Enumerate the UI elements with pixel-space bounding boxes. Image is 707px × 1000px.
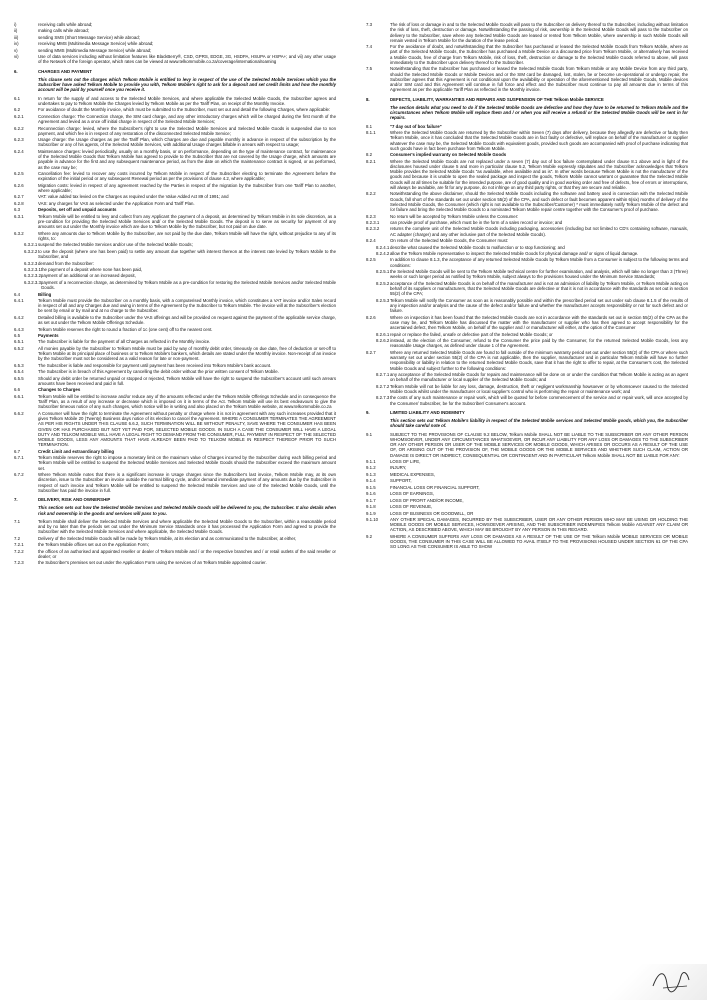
clause-number: 6.5.4 — [14, 369, 24, 375]
clause — [366, 485, 688, 490]
clause-text: payment of a reconnection charge, as determined by Telkom Mobile as a pre-condition for restoring the Selected Mobile Services and/or Selected Mobile Goods. — [40, 279, 336, 291]
clause-number: 6.5.1 — [14, 339, 24, 345]
clause-number: 8.2.5.2 — [376, 280, 390, 286]
clause-text: DEFECTS, LIABILITY, WARRANTIES AND REPAIRS AND SUSPENSION OF THE Telkom Mobile SERVICE — [390, 96, 604, 102]
clause-text: The Subscriber is in breach of this Agreement by cancelling the debit order without the prior written consent of Telkom Mobile. — [38, 369, 279, 375]
clause — [366, 465, 688, 470]
clause-number — [366, 105, 390, 121]
clause-number: 6.2.6 — [14, 182, 24, 188]
clause-text: Reconnection charge: levied, where the Subscriber's right to use the Selected Mobile Services and Selected Mobile Goods is suspended due to non payment, and which fee is in respect of any restoration of the disconnected Selected Mobile Service; — [38, 125, 336, 136]
clause-text: can provide proof of purchase, which must be in the form of a sales record or invoice; and — [390, 220, 563, 225]
clause-number: 6.2 — [14, 107, 21, 113]
clause — [14, 54, 336, 65]
clause — [366, 281, 688, 297]
clause-number: 9.1.3 — [366, 471, 376, 477]
clause-text: LOSS OF EARNINGS, — [390, 491, 434, 497]
clause-number: 7.2 — [14, 535, 21, 541]
clause-number: 8.2 — [366, 152, 373, 158]
clause-text: to use the deposit (where one has been paid) to settle any amount due together with interest thereon at the interest rate levied by Telkom Mobile to the Subscriber, and — [38, 248, 336, 260]
clause-number: 6.3.2 — [14, 230, 24, 236]
clause-text: In return for the supply of and access to the Selected Mobile Services, and where applicable the Selected Mobile Goods, the Subscriber agrees and undertakes to pay to Telkom Mobile the Charges levied by Telkom Mobile as per the Tariff Plan, on receipt of the Monthly Invoice. — [38, 95, 336, 106]
clause — [14, 171, 336, 182]
clause-text: receiving MMS (Multimedia Message Service) while abroad; — [38, 41, 154, 47]
clause-number: 6.3.2.1 — [24, 242, 38, 248]
clause-text: repair or replace the failed, unsafe or defective part of the Selected Mobile Goods; or — [390, 331, 553, 337]
clause-text: the offices of an authorised and appointed reseller or dealer of Telkom Mobile and / or the respective branches and / or retail outlets of the said reseller or dealer; or — [38, 548, 336, 559]
clause-number: 6.7.2 — [14, 472, 24, 478]
clause-number: 9.1.2 — [366, 465, 376, 471]
clause-number: ii) — [14, 28, 18, 34]
clause — [14, 114, 336, 125]
clause-number: 9. — [366, 409, 370, 415]
clause — [366, 124, 688, 129]
clause-text: Where on inspection it has been found that the Selected Mobile Goods are not in accordance with the standards set out in section 55(2) of the CPA as the case may be, and Telkom Mobile has discussed the matter with the manufacturer or supplier who has then agreed to accept responsibility for the ascertained defect, then Telkom Mobile, on behalf of the supplier and / or manufacturer will either, at the option of the Consumer — [390, 314, 688, 331]
clause — [366, 220, 688, 225]
clause-number: 6.3.2.3.3 — [24, 279, 41, 285]
clause — [14, 261, 336, 266]
clause-number: 7.2.3 — [14, 560, 24, 566]
clause-number: 9.1.4 — [366, 478, 376, 484]
clause-number: 6.3.1 — [14, 213, 24, 219]
clause — [14, 519, 336, 535]
clause-text: Telkom Mobile will be entitled to levy and collect from any Applicant the payment of a deposit, as determined by Telkom Mobile in its sole discretion, as a pre-condition for providing the Selected Mobile Services and/ or the Selected Mobile Goods. The deposit is to serve as security for payment of any amounts set out under the Monthly invoice which are due to Telkom Mobile by the Subscriber, but not paid on due date. — [38, 213, 336, 230]
clause-number: 6.6.2 — [14, 410, 24, 416]
clause — [366, 245, 688, 250]
clause — [366, 44, 688, 65]
clause-number: 6.6.1 — [14, 393, 24, 399]
clause-text: For the avoidance of doubt, and notwithstanding that the Subscriber has purchased or leased the Selected Mobile Goods from Telkom Mobile, where as part of the Selected Mobile Goods, the Subscriber has purchased a Mobile Device at a discounted price from Telkom Mobile, or alternatively has received a Mobile Goods, free of charge from Telkom Mobile, risk of loss, theft, destruction or damage to the Selected Mobile Goods referred to above, will pass immediately to the Subscriber upon delivery thereof to the Subscriber. — [390, 44, 688, 65]
clause-number: 7.2.1 — [14, 542, 24, 548]
clause — [14, 137, 336, 148]
clause-text: VAT: value added tax levied on the Charges as required under the Value Added Act 89 of 1991; and — [38, 194, 229, 200]
clause — [366, 459, 688, 464]
clause-text: No return will be accepted by Telkom Mobile unless the Consumer: — [390, 213, 519, 219]
clause-number: 9.1.10 — [366, 516, 379, 522]
clause-number: 6.5 — [14, 333, 21, 338]
clause — [14, 194, 336, 199]
clause-number: 8.2.5.1 — [376, 269, 390, 275]
clause-number: 8.2.4 — [366, 238, 376, 244]
clause-text: The section details what you need to do if the Selected Mobile Goods are defective and how they have to be returned to Telkom Mobile and the circumstances when Telkom Mobile will replace them and / or when you will receive a refund/ or the Selected Mobile Goods will be sent in for repairs. — [390, 104, 688, 121]
clause-number: v) — [14, 47, 18, 53]
section-heading — [366, 410, 688, 415]
clause-text: On return of the Selected Mobile Goods, the Consumer must: — [390, 238, 509, 244]
clause-text: Telkom Mobile reserves the right to impose a monetary limit on the maximum value of Charges incurred by the Subscriber during each billing period and Telkom Mobile will be entitled to suspend the Selected Mobile Services and Selected Mobile Goods should the Subscriber exceed the maximum amount set. — [38, 455, 336, 471]
clause-number: 8.2.6 — [366, 314, 376, 320]
clause-number: 8.1.1 — [366, 130, 376, 136]
clause-text: Telkom Mobile reserves the right to round a fraction of 1c (one cent) off to the nearest cent. — [38, 326, 213, 332]
clause — [366, 372, 688, 383]
clause-number: 6.5.3 — [14, 362, 24, 368]
clause — [366, 472, 688, 477]
section-heading — [14, 497, 336, 502]
clause-number: 7.2.2 — [14, 548, 24, 554]
clause-number: 8.2.3.2 — [366, 226, 380, 232]
clause-number: 6.4 — [14, 291, 21, 297]
clause-text: the Subscriber's premises set out under the Application Form using the services of an Telkom Mobile appointed courier. — [38, 560, 267, 566]
clause-number: 6.6 — [14, 387, 21, 393]
clause — [14, 560, 336, 565]
clause-number: 8.1 — [366, 123, 373, 129]
clause — [14, 22, 336, 27]
clause — [366, 395, 688, 406]
clause-number: 8.2.6.2 — [376, 338, 390, 344]
clause — [14, 339, 336, 344]
clause-text: Maintenance charges: levied periodically, usually on a monthly basis, or on performance, depending on the type of maintenance contract, for maintenance of the Selected Mobile Goods that Telkom Mobile has agreed to provide to the Subscriber that are not covered by the Usage charge, which amounts are payable in advance for the first and any subsequent maintenance period, as from the date on which the maintenance contract is signed, or as performed, as the case may be; — [38, 148, 336, 170]
clause-text: This clause sets out the charges which Telkom Mobile is entitled to levy in respect of the use of the Selected Mobile Services which you the Subscriber have asked Telkom Mobile to provide you with, Telkom Mobile's right to ask for a deposit and set credit limits and how the monthly account will be paid by yourself once you receive it. — [38, 76, 336, 93]
clause-text: Telkom Mobile shall deliver the Selected Mobile Services and where applicable the Selected Mobile Goods to the Subscriber, within a reasonable period and by no later than the periods set out under the Minimum Service Standards once it has processed the Application Form and agreed to provide the Subscriber with the Selected Mobile Services and where applicable, the Selected Mobile Goods. — [38, 518, 336, 535]
clause — [14, 542, 336, 547]
clause — [14, 292, 336, 297]
clause — [14, 333, 336, 338]
clause-number: 6.2.8 — [14, 200, 24, 206]
clause — [14, 107, 336, 112]
clause — [366, 191, 688, 212]
clause-number: 6.4.1 — [14, 297, 24, 303]
clause-number: 6.3.2.2 — [24, 248, 38, 254]
clause-text: instead, at the election of the Consumer, refund to the Consumer the price paid by the Consumer, for the returned Selected Mobile Goods, less any reasonable Usage charges, as defined under clause 1 of the Agreement. — [390, 338, 688, 349]
clause — [366, 298, 688, 314]
clause-number: 7.4 — [366, 44, 373, 50]
clause-text: Should any debit order be returned unpaid or stopped or rejected, Telkom Mobile will have the right to suspend the Subscriber's account until such arrears amounts have been received and paid in full. — [38, 375, 336, 386]
clause-number: 6.5.5 — [14, 375, 24, 381]
clause — [14, 394, 336, 410]
clause-number: 9.1.9 — [366, 510, 376, 516]
clause — [14, 376, 336, 387]
clause — [366, 269, 688, 280]
clause-number — [366, 418, 390, 429]
clause — [366, 491, 688, 496]
clause — [14, 28, 336, 33]
clause — [14, 96, 336, 107]
clause-number: 6.3.2.3.1 — [24, 266, 41, 272]
clause-text: Deposits, set off and unpaid accounts — [38, 207, 117, 213]
clause — [14, 472, 336, 493]
clause-text: The Subscriber is liable and responsible for payment until payment has been received into Telkom Mobile's bank account. — [38, 362, 272, 368]
clause-number: 8.2.5 — [366, 257, 376, 263]
clause-text: returns the complete unit of the Selected Mobile Goods including packaging, accessories (including but not limited to CD's containing software, manuals, AC adapter (charger) and any other inclusive part of the Selected Mobile Goods). — [390, 226, 688, 237]
clause-number: 9.1.8 — [366, 504, 376, 510]
clause-number: 6.3.2.3 — [24, 260, 38, 266]
clause — [366, 534, 688, 550]
clause-number: 6.4.2 — [14, 314, 24, 320]
clause — [14, 315, 336, 326]
clause — [366, 511, 688, 516]
clause — [366, 478, 688, 483]
section-intro — [366, 105, 688, 121]
clause-number: 6.4.3 — [14, 326, 24, 332]
clause — [14, 41, 336, 46]
clause-number — [14, 77, 38, 93]
clause-text: acceptance of the Selected Mobile Goods is on behalf of the manufacturer and is not an admission of liability by Telkom Mobile, or Telkom Mobile acting on behalf of its suppliers or manufacturers, that the Selected Mobile Goods are defective or that it is not in accordance with the standards as set out in section 55(2) of the CPA; — [390, 280, 688, 297]
clause-text: For avoidance of doubt the Monthly invoice, which must be submitted to the Subscriber, must set out and detail the following Charges, where applicable: — [38, 107, 331, 113]
clause-number: 6.5.2 — [14, 345, 24, 351]
clause-number: 8.2.7.2 — [376, 383, 390, 389]
clause-number: 6.2.1 — [14, 113, 24, 119]
clause-number: 7.3 — [366, 22, 373, 27]
clause-text: allow the Telkom Mobile representative to inspect the Selected Mobile Goods for physical damage and/ or signs of liquid damage. — [390, 251, 639, 256]
right-text-column — [366, 22, 688, 551]
clause — [366, 498, 688, 503]
clause-text: This section sets out Telkom Mobile's liability in respect of the Selected Mobile services and Selected Mobile goods, which you, the Subscriber should take careful note of. — [390, 418, 688, 429]
clause-text: the payment of a deposit where none has been paid, — [40, 266, 143, 272]
clause-number: iv) — [14, 41, 19, 47]
clause-text: SUPPORT, — [390, 478, 412, 484]
clause-text: any acceptance of the Selected Mobile Goods for repairs and maintenance will be done on or under the condition that Telkom Mobile is acting as an agent on behalf of the manufacturer or local supplier of the Selected Mobile Goods; and — [390, 371, 688, 383]
clause-text: All monies payable by the Subscriber to Telkom Mobile must be paid by way of monthly debit order, timeously on due date, free of deduction or set-off to Telkom Mobile at its principal place of business or to Telkom Mobile's bankers, which details are stated under the Monthly invoice. Non-receipt of an invoice by the Subscriber must not be considered as a valid reason for late or non-payment. — [38, 345, 336, 362]
clause — [14, 214, 336, 230]
section-intro — [14, 77, 336, 93]
clause — [14, 48, 336, 53]
clause-text: CHARGES AND PAYMENT — [38, 68, 92, 74]
clause-text: Where the Selected Mobile Goods are not replaced under a seven (7) day out of box failure contemplated under clause 8.1 above and in light of the disclosures housed under clause 5 and more in particular clause 5.2, Telkom Mobile expressly stipulates and the Subscriber acknowledges that Telkom Mobile provides the Selected Mobile Goods "as available, when available and as is". In other words because Telkom Mobile is not the manufacturer of the goods and because it is unable to open the sealed package and inspect the goods, Telkom Mobile cannot warrant or guarantee that the Selected Mobile Goods will at all times be suitable for the intended purpose, are of good quality and in good working order and free of defects, free of errors or interruptions, will always be available, are fit for any purpose, do not infringe on any third party rights, or that they are secure and reliable. — [390, 158, 688, 190]
clause-text: ANY OTHER SPECIAL DAMAGES, INCURRED BY THE SUBSCRIBER, USER OR ANY OTHER PERSON WHO MAY BE USING OR HOLDING THE MOBILE GOODS OR MOBILE SERVICES, HOWSOEVER ARISING, AND THE SUBSCRIBER INDEMNIFIES Telkom Mobile AGAINST ANY CLAIM OR ACTION, AS DESCRIBED ABOVE, WHICH MAY BE BROUGHT BY ANY PERSON IN THIS REGARD. — [390, 516, 688, 533]
clause-text: A Consumer will have the right to terminate the Agreement without penalty or charge where it is not in agreement with any such increases provided that it gives Telkom Mobile 20 (Twenty) Business days notice of its election to cancel the Agreement. WHERE A CONSUMER TERMINATES THE AGREEMENT AS PER HIS RIGHTS UNDER THIS CLAUSE 6.6.2, SUCH TERMINATION WILL BE WITHOUT PENALTY, SAVE WHERE THE CONSUMER HAS BEEN GIVEN OR HAS PURCHASED BUT NOT YET PAID FOR, SELECTED MOBILE GOODS. IN SUCH A CASE THE CONSUMER WILL HAVE A LEGAL DUTY AND TELKOM MOBILE WILL HAVE A LEGAL RIGHT TO DEMAND FROM THE CONSUMER, FULL PAYMENT IN RESPECT OF THE SELECTED MOBILE GOODS, LESS ANY AMOUNTS THAT HAVE ALREADY BEEN PAID TO TELKOM MOBILE IN RESPECT THEREOF PRIOR TO SUCH TERMINATION. — [38, 410, 336, 448]
clause-text: LOSS OF BUSINESS OR GOODWILL, OR — [390, 510, 474, 516]
clause-text: Migration costs: levied in respect of any agreement reached by the Parties in respect of the migration by the Subscriber from one Tariff Plan to another, where applicable; — [38, 182, 336, 193]
clause — [14, 242, 336, 247]
clause — [14, 249, 336, 260]
clause-number: 8.2.3 — [366, 213, 376, 219]
clause-text: Notwithstanding the above disclaimer, should the Selected Mobile Goods including the software and battery used in connection with the Selected Mobile Goods, fall short of the standards set out under section 55(2) of the CPA, and such defect or fault becomes apparent within 6(six) months of delivery of the Selected Mobile Goods, the Consumer (which right is not available to the Subscriber/Customer) * must immediately notify Telkom Mobile of the defect and /or failure and bring the Selected Mobile Goods to a nominated Telkom Mobile repair centre together with the Consumer's proof of purchase. — [390, 191, 688, 213]
clause-number: 8.2.3.1 — [366, 220, 380, 225]
clause-number: 8.2.4.1 — [376, 244, 390, 250]
clause-text: Telkom Mobile will not be liable for any loss, damage, destruction, theft or negligent workmanship howsoever or by whomsoever caused to the Selected Mobile Goods whilst under the manufacturer or local supplier's control who is performing the repair or maintenance work; and — [390, 383, 688, 394]
clause-number: iii) — [14, 34, 19, 40]
clause — [366, 504, 688, 509]
clause — [366, 517, 688, 533]
clause-text: Usage charge: the Usage charges as per the Tariff Plan, which Charges are due and payable monthly in advance in respect of the subscription by the Subscriber or any of his agents, of the Selected Mobile Services, with additional Usage charges billable in arrears with respect to usage; — [38, 137, 336, 148]
clause-number: 6. — [14, 68, 18, 74]
clause-text: INJURY, — [390, 465, 407, 471]
clause-text: LOSS OF REVENUE, — [390, 504, 433, 510]
clause — [366, 338, 688, 349]
clause-number: 6.2.4 — [14, 148, 24, 154]
clause-text: Detailed billing is available to the Subscriber under the VAS offerings and will be provided on request against the payment of the applicable service charge, as set out under the Telkom Mobile Offerings Schedule. — [38, 314, 336, 326]
clause-number: 9.1 — [366, 431, 373, 437]
clause-text: Credit Limit and extraordinary billing — [38, 448, 115, 454]
clause-text: sending MMS (Multimedia Message Service) while abroad; — [38, 47, 152, 53]
clause-text: Delivery of the Selected Mobile Goods will be made by Telkom Mobile, at its election and as communicated to the Subscriber, at either, — [38, 535, 297, 541]
section-heading — [14, 69, 336, 74]
clause-text: Use of data services including without limitation features like BlackBerry®, CSD, GPRS, EDGE, 3G, HSDPA, HSUPA or HSPA+; and vii) any other usage of the Network of the foreign operator, which rates can be viewed at www.telkommobile.co.za/coverage/internationalroaming — [38, 54, 336, 65]
clause-number — [14, 505, 38, 516]
clause-text: LIMITED LIABILITY AND INDEMNITY — [390, 409, 465, 415]
clause-text: Telkom Mobile will be entitled to increase and/or reduce any of the amounts reflected under the Telkom Mobile Offerings Schedule and in consequence the Tariff Plan, as a result of any increase or decrease which is imposed on it in terms of the Act. Telkom Mobile will use its best endeavours to give the Subscriber timeous notice of any such changes, which notice will be in writing and also placed on the Telkom Mobile website, at www.telkommobile.co.za — [38, 393, 336, 410]
clause-number: 8.2.4.2 — [376, 251, 390, 256]
section-intro — [366, 418, 688, 429]
clause-number: 8.2.2 — [366, 191, 376, 197]
clause-number: 6.7.1 — [14, 455, 24, 461]
clause-text: In addition to clause 8.1.3, the acceptance of any returned Selected Mobile Goods by Telkom Mobile from a Consumer is subject to the following terms and conditions: — [390, 257, 688, 268]
clause-text: "7 day out of box failure" — [390, 123, 442, 129]
clause-text: suspend the Selected Mobile Services and/or use of the Selected Mobile Goods; — [38, 242, 193, 248]
clause — [14, 267, 336, 272]
clause-number: 6.3.2.3.2 — [24, 273, 41, 279]
clause-number: 7.1 — [14, 518, 21, 524]
clause — [366, 66, 688, 92]
clause-number: 9.1.5 — [366, 484, 376, 490]
clause-text: the Selected Mobile Goods will be sent to the Telkom Mobile technical centre for further examination, and analysis, which will take no longer than 3 (Three) weeks or such longer period as notified by Telkom Mobile, subject always to the provisions housed under the Minimum Service Standards; — [390, 269, 688, 280]
clause — [14, 449, 336, 454]
clause-text: The Subscriber is liable for the payment of all Charges as reflected in the Monthly invoice. — [38, 339, 211, 345]
clause-text: Billing — [38, 291, 52, 297]
clause — [14, 327, 336, 332]
clause-text: Where Telkom Mobile notes that there is a significant increase in Usage charges since the Subscriber's last invoice, Telkom Mobile may, at its own discretion, issue to the Subscriber an invoice outside the normal billing cycle, and/or demand immediate payment of any amounts due by the Subscriber in respect of such invoice and Telkom Mobile will be entitled to suspend the Selected Mobile Services and use of the Selected Mobile Goods, until the Subscriber has paid the invoice in full. — [38, 472, 336, 493]
clause-text: payment of an additional or an increased deposit, — [40, 273, 136, 279]
clause-text: MEDICAL EXPENSES, — [390, 471, 435, 477]
left-text-column — [14, 22, 336, 567]
clause-text: demand from the Subscriber: — [38, 260, 95, 266]
clause — [366, 214, 688, 219]
clause — [14, 298, 336, 314]
clause-text: Where any amounts due to Telkom Mobile by the Subscriber, are not paid by the due date, Telkom Mobile will have the right, without prejudice to any of its rights, to: — [38, 230, 336, 241]
clause — [366, 159, 688, 191]
clause-text: Payments — [38, 333, 59, 338]
clause — [14, 231, 336, 242]
clause-text: Notwithstanding that the Subscriber has purchased or leased the Selected Mobile Goods from Telkom Mobile or any Mobile Device from any third party, should the Selected Mobile Goods or Mobile Devices and or the SIM card be damaged, lost, stolen, be or become un-operational or undergo repair, the Subscriber agrees that this Agreement is not conditional upon the availability or operation of the aforementioned Selected Mobile Goods, Mobile devices and/or SIM card and this Agreement will continue in full force and effect and the Subscriber must continue to pay all amounts due in terms of this Agreement as per the applicable Tariff Plan as reflected in the Monthly invoice. — [390, 66, 688, 93]
clause — [366, 238, 688, 243]
clause-number: 7. — [14, 497, 18, 503]
clause-text: the Telkom Mobile offices set out on the Application Form; — [38, 542, 149, 548]
clause — [14, 363, 336, 368]
clause — [366, 130, 688, 151]
clause — [366, 22, 688, 43]
clause — [14, 126, 336, 137]
clause-text: WHERE A CONSUMER SUFFERS ANY LOSS OR DAMAGES AS A RESULT OF THE USE OF THE Telkom Mobile MOBILE SERVICES OR MOBILE GOODS, THE CONSUMER IN THIS CASE WILL BE ALLOWED TO AVAIL ITSELF TO THE PROVISIONS HOUSED UNDER SECTION 61 OF THE CPA SO LONG AS THE CONSUMER IS ABLE TO SHOW — [390, 533, 688, 550]
clause-text: Cancellation fee: levied to recover any costs incurred by Telkom Mobile in respect of the Subscriber electing to terminate the Agreement before the expiration of the initial period or any subsequent Renewal period as per the provisions of clause 4.2, where applicable; — [38, 171, 336, 182]
clause — [14, 207, 336, 212]
clause-number: 9.1.1 — [366, 459, 376, 464]
clause — [366, 251, 688, 256]
clause — [366, 384, 688, 395]
initials-signature — [647, 966, 695, 994]
clause-text: FINANCIAL LOSS OR FINANCIAL SUPPORT, — [390, 484, 480, 490]
clause — [14, 346, 336, 362]
clause-text: VAS: any charges for VAS as selected under the Application Form and Tariff Plan. — [38, 200, 195, 206]
clause — [366, 226, 688, 237]
clause-text: The risk of loss or damage in and to the Selected Mobile Goods will pass to the Subscriber on delivery thereof to the Subscriber, including without limitation the risk of loss, theft, destruction or damage. Notwithstanding the passing of risk, ownership in the Selected Mobile Goods will pass to the Subscriber on delivery to the Subscriber, save where any Selected Mobile Goods are leased or rented from Telkom Mobile, where ownership in such Mobile Goods will remain vested in Telkom Mobile for the duration of the lease period. — [390, 22, 688, 43]
clause-number: 8.2.6.1 — [376, 331, 390, 337]
clause — [14, 183, 336, 194]
clause-text: SUBJECT TO THE PROVISIONS OF CLAUSE 9.2 BELOW, Telkom Mobile SHALL NOT BE LIABLE TO THE SUBSCRIBER OR ANY OTHER PERSON WHOMSOEVER, UNDER ANY CIRCUMSTANCES WHATSOEVER, OR INCUR ANY LIABILITY FOR ANY LOSS OR DAMAGES TO THE SUBSCRIBER OR ANY OTHER PERSON OR USER OF THE MOBILE SERVICES OR MOBILE GOODS, WHICH ARISES OR OCCURS AS A RESULT OF THE USE OF, OR ARISING OUT OF THE PROVISION OF, THE MOBILE GOODS OR THE MOBILE SERVICES AND WHETHER SUCH CLAIM, ACTION OR DAMAGE IS DIRECT OR INDIRECT, CONSEQUENTIAL OR CONTINGENT AND IN PARTICULAR Telkom Mobile SHALL NOT BE LIABLE FOR ANY: — [390, 431, 688, 458]
clause-text: making calls while abroad; — [38, 28, 89, 34]
clause — [14, 273, 336, 278]
clause — [366, 315, 688, 331]
clause — [14, 536, 336, 541]
clause-text: DELIVERY, RISK AND OWNERSHIP — [38, 497, 111, 503]
clause-number: 7.5 — [366, 66, 373, 72]
clause-number: 8.2.1 — [366, 158, 376, 164]
clause-text: LOSS OF PROFIT AND/OR INCOME, — [390, 497, 464, 503]
clause — [14, 201, 336, 206]
clause-number: 6.2.2 — [14, 125, 24, 131]
clause-number: 9.1.6 — [366, 491, 376, 497]
clause-text: Where any returned Selected Mobile Goods are found to fall outside of the minimum warranty period set out under section 55(2) of the CPA or where such warranty set out under section 55(2) of the CPA is not applicable, then the supplier, manufacturer and in particular Telkom Mobile will have no further responsibility or liability in relation to the returned Selected Mobile Goods, save that it has the right to offer to repair, at the Consumer's cost, the Selected Mobile Goods and subject further to the following conditions: — [390, 349, 688, 371]
clause-text: sending SMS (Short Message Service) while abroad; — [38, 34, 140, 40]
clause-text: Where the Selected Mobile Goods are returned by the Subscriber within Seven (7) days after delivery, because they allegedly are defective or faulty then Telkom Mobile, once it has concluded that the Selected Mobile Goods are in fact faulty or defective, will replace on behalf of the manufacturer or supplier whatever the case may be, the Selected Mobile Goods with equivalent goods, provided such goods are accompanied with proof of purchase indicating that such goods have in fact been purchase from Telkom Mobile. — [390, 130, 688, 151]
clause-text: This section sets out how the Selected Mobile Services and Selected Mobile Goods will be delivered to you, the Subscriber. It also details when risk and ownership in the goods and services will pass to you. — [38, 505, 336, 516]
clause-number: 6.7 — [14, 448, 21, 454]
clause — [14, 35, 336, 40]
clause-number: 8.2.7 — [366, 349, 376, 355]
clause — [366, 257, 688, 268]
clause-number: 8.2.7.1 — [376, 371, 390, 377]
clause — [14, 411, 336, 448]
clause — [366, 332, 688, 337]
clause-number: 6.3 — [14, 207, 21, 213]
clause-number: i) — [14, 22, 17, 27]
clause-number: 8.2.7.3 — [376, 395, 390, 401]
clause-text: LOSS OF LIFE, — [390, 459, 421, 464]
clause-text: describe what caused the Selected Mobile Goods to malfunction or to stop functioning; and — [390, 244, 565, 250]
clause — [366, 432, 688, 458]
clause — [14, 149, 336, 170]
clause-text: Connection charge: The Connection charge, the SIM card charge, and any other introductory charges which will be charged during the first month of the Agreement and levied as a once off initial charge in respect of the Selected Mobile Services; — [38, 113, 336, 125]
clause-text: Telkom Mobile must provide the Subscriber on a monthly basis, with a computerised Monthly invoice, which constitutes a VAT invoice and/or Sales record in respect of all and any Charges due and owing in terms of the Agreement by the Subscriber to Telkom Mobile. The invoice will at the Subscriber's election be sent by email or by mail and at no charge to the Subscriber. — [38, 297, 336, 314]
clause-number: 6.2.7 — [14, 194, 24, 200]
clause-number: vi) — [14, 54, 19, 60]
clause-text: receiving calls while abroad; — [38, 22, 93, 27]
clause — [14, 369, 336, 374]
clause-number: 6.2.5 — [14, 171, 24, 177]
clause — [366, 350, 688, 371]
clause-number: 8. — [366, 96, 370, 102]
clause-text: Telkom Mobile will notify the Consumer as soon as is reasonably possible and within the prescribed period set out under sub clause 8.1.5 of the results of any inspection and/or analysis and the cause of the defect and/or failure and whether the manufacturer accepts responsibility or not for such defect and or failure. — [390, 297, 688, 314]
clause — [14, 387, 336, 392]
clause — [14, 549, 336, 560]
clause-text: Consumer's implied warranty on Selected Mobile Goods — [390, 152, 507, 158]
clause-number: 8.2.5.3 — [376, 297, 390, 303]
section-heading — [366, 97, 688, 102]
clause-text: the costs of any such maintenance or repair work, which will be quoted for before commencement of the service and or repair work, will once accepted by the Consumer/ Subscriber, be for the Subscriber/ Consumer's account. — [390, 395, 688, 406]
clause-number: 6.1 — [14, 95, 21, 101]
clause — [14, 280, 336, 291]
clause — [14, 455, 336, 471]
clause-number: 9.2 — [366, 533, 373, 539]
clause-text: Changes to Charges — [38, 387, 81, 393]
section-intro — [14, 505, 336, 516]
clause-number: 6.2.3 — [14, 137, 24, 143]
clause — [366, 152, 688, 157]
clause-number: 9.1.7 — [366, 497, 376, 503]
